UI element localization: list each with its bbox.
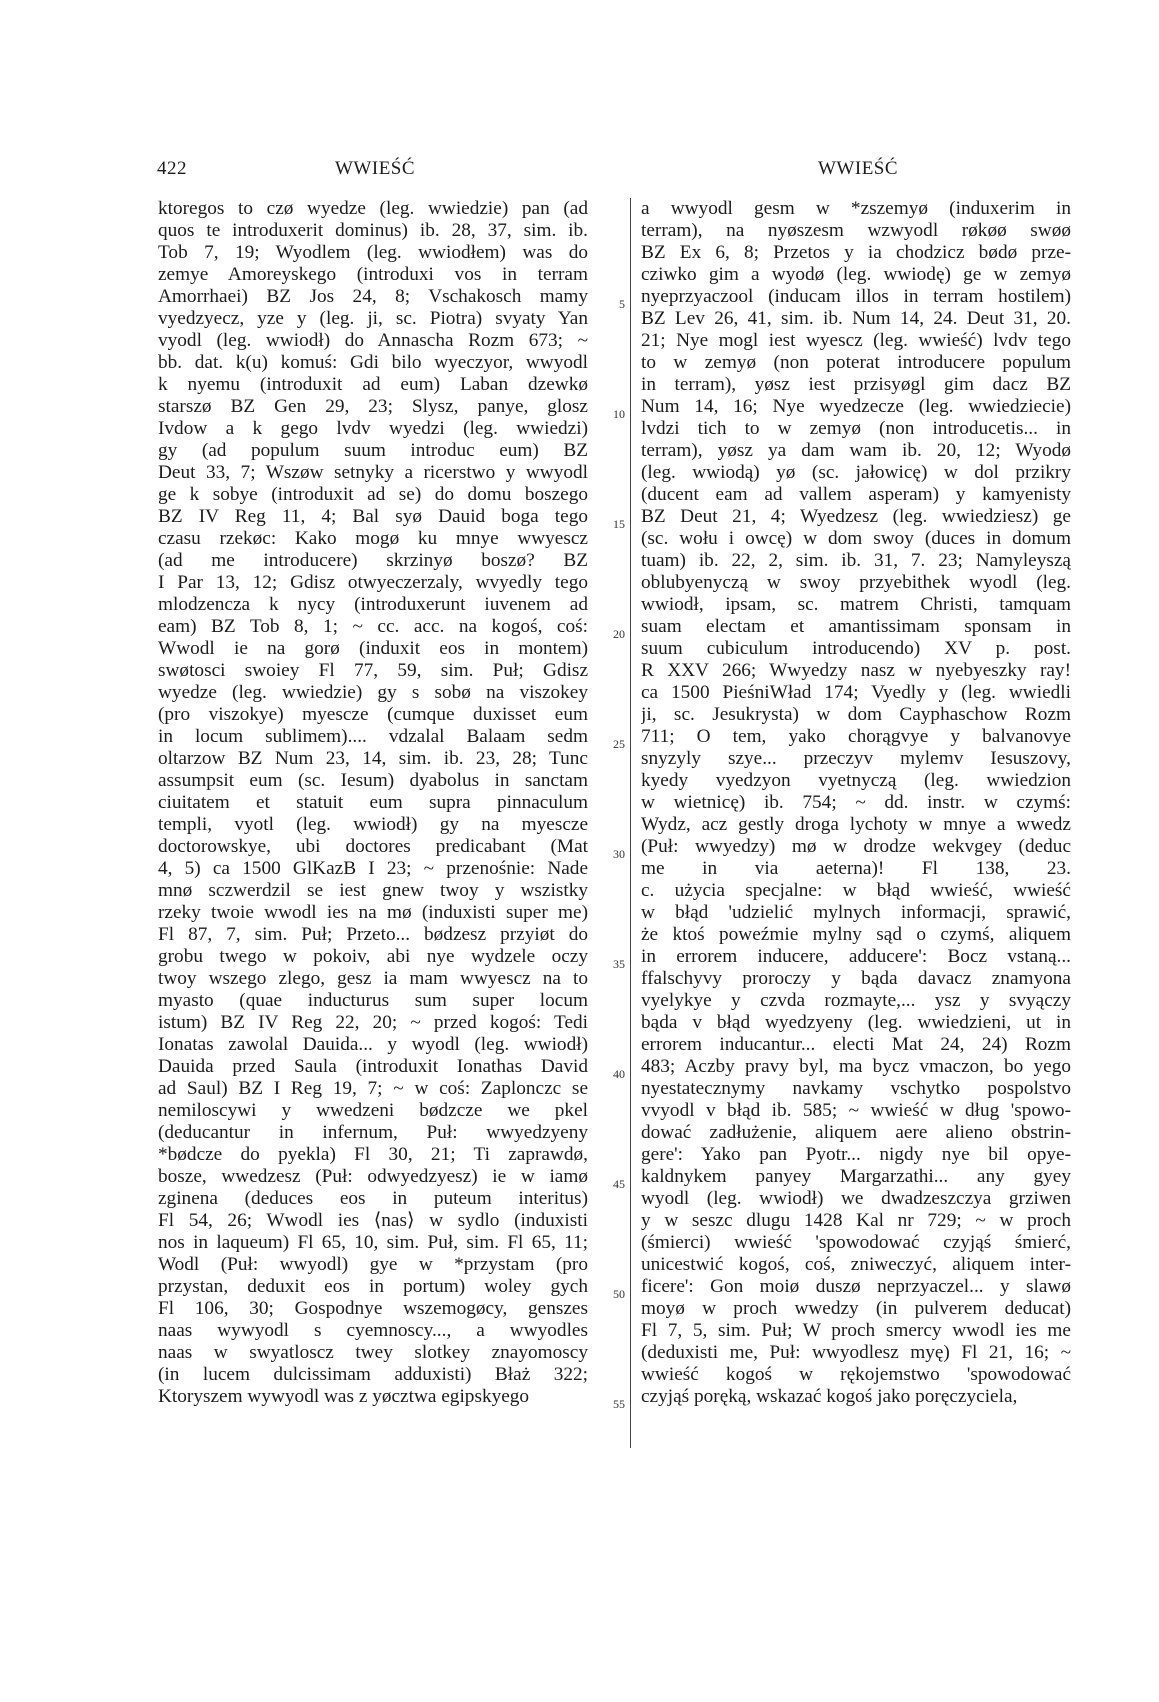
text-line: bosze, wwedzesz (Puł: odwyedzyesz) ie w iamø (158, 1166, 588, 1187)
text-line: że ktoś poweźmie mylny sąd o czymś, aliquem (641, 924, 1071, 945)
text-line: wwiodł, ipsam, sc. matrem Christi, tamquam (641, 594, 1071, 615)
text-line: oblubyenyczą w swoy przyebithek wyodl (leg. (641, 572, 1071, 593)
right-running-head: WWIEŚĆ (818, 158, 899, 179)
text-line: myasto (quae inducturus sum super locum (158, 990, 588, 1011)
text-line: BZ Deut 21, 4; Wyedzesz (leg. wwiedziesz) ge (641, 506, 1071, 527)
text-line: swøtosci swoiey Fl 77, 59, sim. Puł; Gdisz (158, 660, 588, 681)
column-divider (630, 198, 631, 1448)
text-line: (deduxisti me, Puł: wwyodlesz myę) Fl 21, 16; ~ (641, 1342, 1071, 1363)
text-line: nyeprzyaczool (inducam illos in terram hostilem) (641, 286, 1071, 307)
text-line: nemiloscywi y wwedzeni bødzcze we pkel (158, 1100, 588, 1121)
text-line: kyedy vyedzyon vyetnyczą (leg. wwiedzion (641, 770, 1071, 791)
text-line: zemye Amoreyskego (introduxi vos in terram (158, 264, 588, 285)
text-line: (sc. wołu i owcę) w dom swoy (duces in domum (641, 528, 1071, 549)
text-line: wwieść kogoś w rękojemstwo 'spowodować (641, 1364, 1071, 1385)
text-line: grobu twego w pokoiv, abi nye wydzele oczy (158, 946, 588, 967)
text-line: snyzyly szye... przeczyv mylemv Iesuszovy, (641, 748, 1071, 769)
text-line: assumpsit eum (sc. Iesum) dyabolus in sanctam (158, 770, 588, 791)
text-line: istum) BZ IV Reg 22, 20; ~ przed kogoś: Tedi (158, 1012, 588, 1033)
text-line: Fl 87, 7, sim. Puł; Przeto... bødzesz przyiøt do (158, 924, 588, 945)
text-line: ge k sobye (introduxit ad se) do domu boszego (158, 484, 588, 505)
text-line: vvyodl v błąd ib. 585; ~ wwieść w dług 'spowo- (641, 1100, 1071, 1121)
text-line: terram), yøsz ya dam wam ib. 20, 12; Wyodø (641, 440, 1071, 461)
text-line: Fl 7, 5, sim. Puł; W proch smercy wwodl ies me (641, 1320, 1071, 1341)
text-line: R XXV 266; Wwyedzy nasz w nyebyeszky ray! (641, 660, 1071, 681)
line-number-gutter (603, 198, 629, 1448)
text-line: ad Saul) BZ I Reg 19, 7; ~ w coś: Zaplonczc se (158, 1078, 588, 1099)
text-line: ktoregos to czø wyedze (leg. wwiedzie) pan (ad (158, 198, 588, 219)
text-line: moyø w proch wwedzy (in pulverem deducat) (641, 1298, 1071, 1319)
text-line: (leg. wwiodą) yø (sc. jałowicę) w dol przikry (641, 462, 1071, 483)
text-line: vyedzyecz, yze y (leg. ji, sc. Piotra) svyaty Yan (158, 308, 588, 329)
text-line: dować zadłużenie, aliquem aere alieno obstrin- (641, 1122, 1071, 1143)
line-number: 45 (613, 1177, 625, 1191)
text-line: doctorowskye, ubi doctores predicabant (Mat (158, 836, 588, 857)
text-line: Ivdow a k gego lvdv wyedzi (leg. wwiedzi) (158, 418, 588, 439)
text-line: czyjąś poręką, wskazać kogoś jako poręczyciela, (641, 1386, 1018, 1407)
line-number: 30 (613, 847, 625, 861)
text-line: cziwko gim a wyodø (leg. wwiodę) ge w zemyø (641, 264, 1071, 285)
text-line: czasu rzekøc: Kako mogø ku mnye wwyescz (158, 528, 588, 549)
text-line: in errorem inducere, adducere': Bocz vstaną... (641, 946, 1071, 967)
page-number: 422 (157, 158, 187, 179)
text-line: Ionatas zawolal Dauida... y wyodl (leg. wwiodł) (158, 1034, 588, 1055)
text-line: w błąd 'udzielić mylnych informacji, sprawić, (641, 902, 1071, 923)
text-line: quos te introduxerit dominus) ib. 28, 37, sim. ib. (158, 220, 588, 241)
text-line: oltarzow BZ Num 23, 14, sim. ib. 23, 28; Tunc (158, 748, 588, 769)
text-line: y w seszc dlugu 1428 Kal nr 729; ~ w proch (641, 1210, 1071, 1231)
text-line: Num 14, 16; Nye wyedzecze (leg. wwiedziecie) (641, 396, 1071, 417)
text-line: to w zemyø (non poterat introducere populum (641, 352, 1071, 373)
text-line: (pro viszokye) myescze (cumque duxisset eum (158, 704, 588, 725)
text-line: Wwodl ie na gorø (induxit eos in montem) (158, 638, 588, 659)
text-line: (Puł: wwyedzy) mø w drodze wekvgey (deduc (641, 836, 1071, 857)
text-line: Ktoryszem wywyodl was z yøcztwa egipskyego (158, 1386, 530, 1407)
right-text-column (641, 198, 1071, 1408)
text-line: Wodl (Puł: wwyodl) gye w *przystam (pro (158, 1254, 588, 1275)
text-line: bąda v błąd wyedzyeny (leg. wwiedzieni, ut in (641, 1012, 1071, 1033)
text-line: I Par 13, 12; Gdisz otwyeczerzaly, wvyedly tego (158, 572, 588, 593)
text-line: in locum sublimem).... vdzalal Balaam sedm (158, 726, 588, 747)
text-line: mlodzencza k nycy (introduxerunt iuvenem ad (158, 594, 588, 615)
text-line: nos in laqueum) Fl 65, 10, sim. Puł, sim. Fl 65, 11; (158, 1232, 588, 1253)
text-line: tuam) ib. 22, 2, sim. ib. 31, 7. 23; Namyleyszą (641, 550, 1071, 571)
text-line: suam electam et amantissimam sponsam in (641, 616, 1071, 637)
text-line: Tob 7, 19; Wyodlem (leg. wwiodłem) was do (158, 242, 588, 263)
text-line: (ad me introducere) skrzinyø boszø? BZ (158, 550, 588, 571)
text-line: nyestatecznymy navkamy vschytko pospolstvo (641, 1078, 1071, 1099)
text-line: starszø BZ Gen 29, 23; Slysz, panye, glosz (158, 396, 588, 417)
text-line: Fl 54, 26; Wwodl ies ⟨nas⟩ w sydlo (induxisti (158, 1210, 588, 1231)
text-line: vyelykye y czvda rozmayte,... ysz y svyączy (641, 990, 1071, 1011)
text-line: Wydz, acz gestly droga lychoty w mnye a wwedz (641, 814, 1071, 835)
text-line: w wietnicę) ib. 754; ~ dd. instr. w czymś: (641, 792, 1071, 813)
text-line: BZ Lev 26, 41, sim. ib. Num 14, 24. Deut 31, 20. (641, 308, 1071, 329)
text-line: 711; O tem, yako chorągvye y balvanovye (641, 726, 1071, 747)
line-number: 40 (613, 1067, 625, 1081)
text-line: unicestwić kogoś, coś, zniweczyć, aliquem inter- (641, 1254, 1071, 1275)
text-line: ji, sc. Jesukrysta) w dom Cayphaschow Rozm (641, 704, 1071, 725)
text-line: wyedze (leg. wwiedzie) gy s sobø na viszokey (158, 682, 588, 703)
text-line: wyodl (leg. wwiodł) we dwadzeszczya grziwen (641, 1188, 1071, 1209)
line-number: 20 (613, 627, 625, 641)
text-line: templi, vyotl (leg. wwiodł) gy na myescze (158, 814, 588, 835)
text-line: naas w swyatloscz twey slotkey znayomoscy (158, 1342, 588, 1363)
text-line: lvdzi tich to w zemyø (non introducetis... in (641, 418, 1071, 439)
text-line: zginena (deduces eos in puteum interitus) (158, 1188, 588, 1209)
text-line: gere': Yako pan Pyotr... nigdy nye bil opye- (641, 1144, 1071, 1165)
line-number: 55 (613, 1397, 625, 1411)
text-line: 4, 5) ca 1500 GlKazB I 23; ~ przenośnie: Nade (158, 858, 588, 879)
text-line: Dauida przed Saula (introduxit Ionathas David (158, 1056, 588, 1077)
line-number: 5 (619, 297, 625, 311)
text-line: suum cubiculum introducendo) XV p. post. (641, 638, 1071, 659)
text-line: Fl 106, 30; Gospodnye wszemogøcy, genszes (158, 1298, 588, 1319)
text-line: Deut 33, 7; Wszøw setnyky a ricerstwo y wwyodl (158, 462, 588, 483)
text-line: 21; Nye mogl iest wyescz (leg. wwieść) lvdv tego (641, 330, 1071, 351)
line-number: 25 (613, 737, 625, 751)
text-line: bb. dat. k(u) komuś: Gdi bilo wyeczyor, wwyodl (158, 352, 588, 373)
text-line: BZ Ex 6, 8; Przetos y ia chodzicz bødø prze- (641, 242, 1071, 263)
text-line: ciuitatem et statuit eum supra pinnaculum (158, 792, 588, 813)
text-line: me in via aeterna)! Fl 138, 23. (641, 858, 1071, 879)
text-line: kaldnykem panyey Margarzathi... any gyey (641, 1166, 1071, 1187)
text-line: ficere': Gon moiø duszø neprzyaczel... y slawø (641, 1276, 1071, 1297)
text-line: BZ IV Reg 11, 4; Bal syø Dauid boga tego (158, 506, 588, 527)
text-line: a wwyodl gesm w *zszemyø (induxerim in (641, 198, 1071, 219)
line-number: 15 (613, 517, 625, 531)
text-line: rzeky twoie wwodl ies na mø (induxisti super me) (158, 902, 588, 923)
text-line: Amorrhaei) BZ Jos 24, 8; Vschakosch mamy (158, 286, 588, 307)
line-number: 10 (613, 407, 625, 421)
text-line: gy (ad populum suum introduc eum) BZ (158, 440, 588, 461)
line-number: 50 (613, 1287, 625, 1301)
text-line: ca 1500 PieśniWład 174; Vyedly y (leg. wwiedli (641, 682, 1071, 703)
text-line: c. użycia specjalne: w błąd wwieść, wwieść (641, 880, 1071, 901)
text-line: przystan, deduxit eos in portum) woley gych (158, 1276, 588, 1297)
text-line: vyodl (leg. wwiodł) do Annascha Rozm 673; ~ (158, 330, 588, 351)
text-line: terram), na nyøszesm wzwyodl røkøø swøø (641, 220, 1071, 241)
text-line: (śmierci) wwieść 'spowodować czyjąś śmierć, (641, 1232, 1071, 1253)
text-line: *bødcze do pyekla) Fl 30, 21; Ti zaprawdø, (158, 1144, 588, 1165)
text-line: errorem inducantur... electi Mat 24, 24) Rozm (641, 1034, 1071, 1055)
text-line: ffalschyvy proroczy y bąda davacz znamyona (641, 968, 1071, 989)
text-line: (ducent eam ad vallem asperam) y kamyenisty (641, 484, 1071, 505)
left-running-head: WWIEŚĆ (335, 158, 416, 179)
line-number: 35 (613, 957, 625, 971)
text-line: eam) BZ Tob 8, 1; ~ cc. acc. na kogoś, coś: (158, 616, 588, 637)
text-line: naas wywyodl s cyemnoscy..., a wwyodles (158, 1320, 588, 1341)
text-line: 483; Aczby pravy byl, ma bycz vmaczon, bo yego (641, 1056, 1071, 1077)
text-line: (deducantur in infernum, Puł: wwyedzyeny (158, 1122, 588, 1143)
text-line: in terram), yøsz iest przisyøgl gim dacz BZ (641, 374, 1071, 395)
text-line: twoy wszego zlego, gesz ia mam wwyescz na to (158, 968, 588, 989)
left-text-column (158, 198, 588, 1408)
text-line: (in lucem dulcissimam adduxisti) Błaż 322; (158, 1364, 588, 1385)
text-line: k nyemu (introduxit ad eum) Laban dzewkø (158, 374, 588, 395)
text-line: mnø sczwerdzil se iest gnew twoy y wszistky (158, 880, 588, 901)
